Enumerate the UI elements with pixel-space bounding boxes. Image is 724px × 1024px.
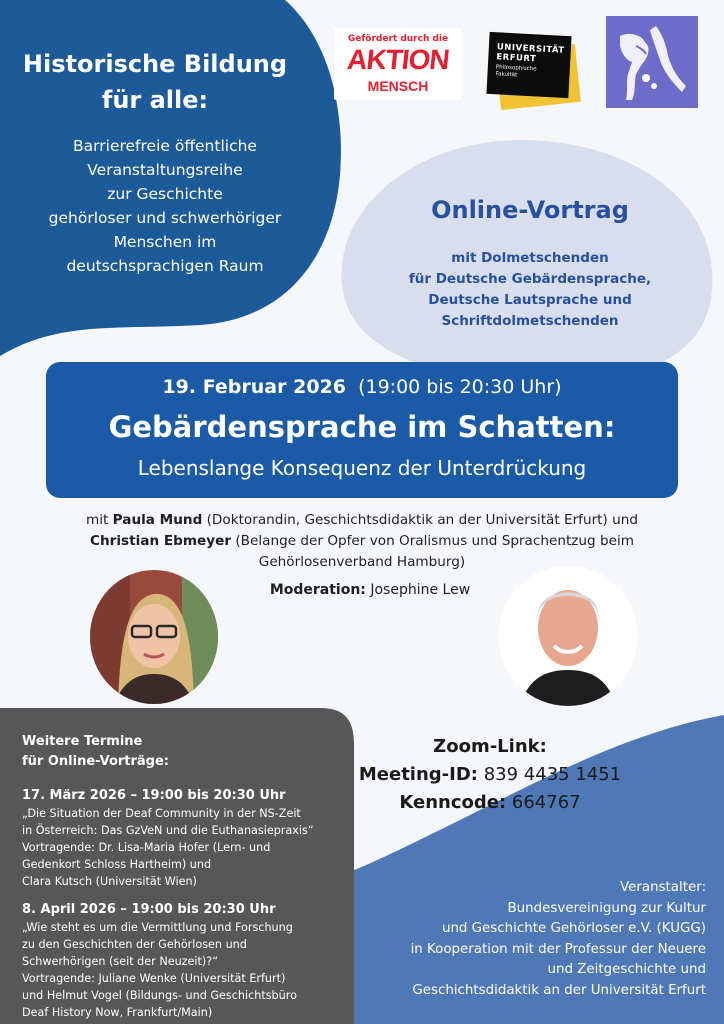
organizer-line: Veranstalter:: [620, 880, 706, 895]
portrait-man-image: [498, 566, 638, 706]
kenncode-label: Kenncode:: [399, 792, 507, 813]
speaker-line3: Gehörlosenverband Hamburg): [258, 554, 466, 570]
meeting-id-label: Meeting-ID:: [358, 764, 478, 785]
termin-date: 8. April 2026 – 19:00 bis 20:30 Uhr: [22, 902, 276, 917]
organizer-info: [340, 878, 706, 1001]
termin-line: Clara Kutsch (Universität Wien): [22, 875, 197, 888]
termin-line: Gedenkort Schloss Hartheim) und: [22, 858, 212, 871]
uni-logo-line1: UNIVERSITÄT: [496, 42, 565, 56]
termin-line: Vortragende: Juliane Wenke (Universität Erfurt): [22, 972, 286, 985]
header-subtitle: [30, 134, 300, 278]
event-datetime: [46, 376, 678, 398]
header-title-line1: Historische Bildung: [22, 50, 288, 78]
speaker-line1: [40, 510, 684, 531]
termin-details: [22, 919, 342, 1021]
speakers-text: [40, 510, 684, 573]
kenncode-value: 664767: [506, 792, 581, 813]
aktion-mensch-logo: [334, 28, 462, 100]
uni-logo-line3: Philosophische Fakultät: [495, 64, 537, 79]
speaker-name-2: Christian Ebmeyer: [90, 533, 232, 549]
header-title: [10, 46, 300, 118]
termin-date: 17. März 2026 – 19:00 bis 20:30 Uhr: [22, 788, 286, 803]
speaker-name-1: Paula Mund: [112, 512, 203, 528]
aktion-logo-mensch: MENSCH: [367, 78, 429, 94]
header-subtitle-line: gehörloser und schwerhöriger: [48, 209, 282, 227]
speaker-intro: mit: [86, 512, 113, 528]
online-detail-line: Schriftdolmetschenden: [441, 313, 619, 329]
moderation-name: Josephine Lew: [365, 582, 471, 598]
termin-line: „Wie steht es um die Vermittlung und Forschung: [22, 921, 293, 934]
uni-logo-line2: ERFURT: [496, 52, 537, 65]
termin-line: „Die Situation der Deaf Community in der NS-Zeit: [22, 807, 301, 820]
zoom-info: [340, 733, 640, 817]
header-title-line2: für alle:: [101, 86, 209, 114]
weitere-termine: [22, 732, 342, 1021]
organizer-line: Bundesvereinigung zur Kultur: [507, 900, 706, 916]
header-subtitle-line: Veranstaltungsreihe: [87, 161, 243, 179]
termine-heading-1: Weitere Termine: [22, 734, 143, 749]
termin-details: [22, 805, 342, 890]
speaker-desc-2: (Belange der Opfer von Oralismus und Sprachentzug beim: [231, 533, 634, 549]
speaker-photo-paula: [90, 570, 218, 704]
event-subtitle: Lebenslange Konsequenz der Unterdrückung: [137, 456, 587, 480]
aktion-logo-wordmark: AKTION: [345, 44, 451, 75]
header-subtitle-line: Barrierefreie öffentliche: [73, 137, 257, 155]
event-date: 19. Februar 2026: [162, 376, 346, 398]
uni-erfurt-logo: [486, 32, 571, 98]
kenncode: [340, 789, 640, 817]
termin-line: zu den Geschichten der Gehörlosen und: [22, 938, 247, 951]
event-banner: [46, 362, 678, 498]
zoom-link-title[interactable]: [340, 733, 640, 761]
moderation-label: Moderation:: [269, 582, 366, 598]
event-time: (19:00 bis 20:30 Uhr): [358, 376, 562, 398]
organizer-line: und Zeitgeschichte und: [547, 962, 706, 977]
portrait-woman-image: [90, 570, 218, 704]
online-detail-line: mit Dolmetschenden: [451, 250, 609, 266]
event-title: Gebärdensprache im Schatten:: [108, 410, 616, 444]
hand-icon: [606, 16, 698, 108]
kugg-hand-logo: [606, 16, 698, 108]
header-subtitle-line: Menschen im: [113, 233, 217, 251]
meeting-id: [340, 761, 640, 789]
organizer-line: Geschichtsdidaktik an der Universität Erfurt: [412, 982, 706, 998]
termin-line: in Österreich: Das GzVeN und die Euthanasiepraxis“: [22, 824, 314, 837]
speaker-desc-1: (Doktorandin, Geschichtsdidaktik an der Universität Erfurt) und: [202, 512, 638, 528]
termin-line: und Helmut Vogel (Bildungs- und Geschichtsbüro: [22, 989, 297, 1002]
meeting-id-value: 839 4435 1451: [477, 764, 622, 785]
termin-line: Schwerhörigen (seit der Neuzeit)?“: [22, 955, 219, 968]
header-subtitle-line: zur Geschichte: [107, 185, 223, 203]
termine-heading-2: für Online-Vorträge:: [22, 754, 169, 769]
online-vortrag-title: Online-Vortrag: [431, 196, 629, 224]
moderation: [240, 582, 500, 598]
organizer-line: in Kooperation mit der Professur der Neuere: [410, 941, 706, 957]
speaker-photo-christian: [498, 566, 638, 706]
speaker-line2: [40, 531, 684, 552]
online-detail-line: für Deutsche Gebärdensprache,: [408, 271, 652, 287]
termin-line: Deaf History Now, Frankfurt/Main): [22, 1006, 213, 1019]
organizer-line: und Geschichte Gehörloser e.V. (KUGG): [441, 921, 706, 936]
online-vortrag-details: [380, 248, 680, 332]
header-subtitle-line: deutschsprachigen Raum: [66, 257, 264, 275]
aktion-logo-caption: Gefördert durch die: [347, 34, 449, 44]
online-detail-line: Deutsche Lautsprache und: [428, 292, 632, 308]
termin-line: Vortragende: Dr. Lisa-Maria Hofer (Lern- und: [22, 841, 271, 854]
zoom-link-label[interactable]: Zoom-Link:: [433, 736, 547, 757]
